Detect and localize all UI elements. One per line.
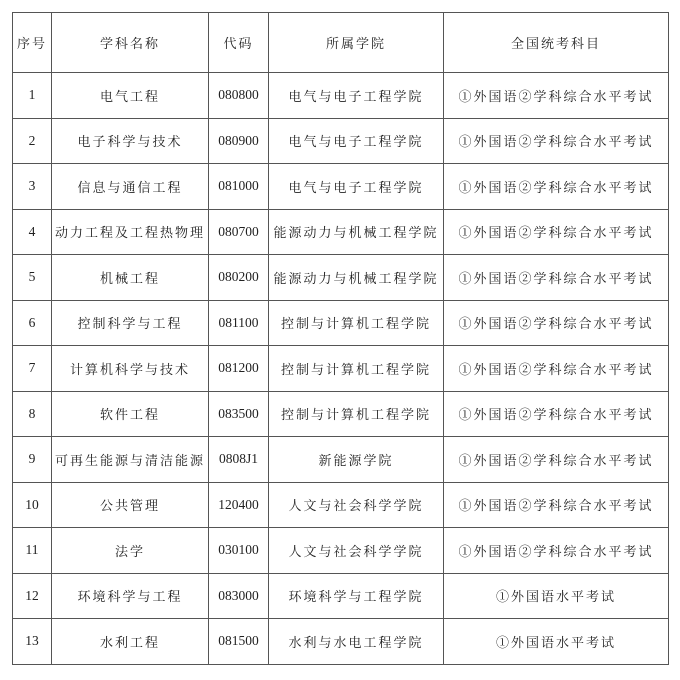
table-row xyxy=(13,346,669,392)
header-subject-name: 学科名称 xyxy=(52,13,209,73)
college-name: 电气与电子工程学院 xyxy=(269,73,444,119)
table-row xyxy=(13,528,669,574)
table-row xyxy=(13,573,669,619)
table-row xyxy=(13,209,669,255)
row-number: 3 xyxy=(13,164,52,210)
row-number: 2 xyxy=(13,118,52,164)
table-row xyxy=(13,164,669,210)
subject-code: 081000 xyxy=(209,164,269,210)
exam-subjects: ①外国语水平考试 xyxy=(444,573,669,619)
row-number: 10 xyxy=(13,482,52,528)
college-name: 新能源学院 xyxy=(269,437,444,483)
exam-subjects: ①外国语②学科综合水平考试 xyxy=(444,164,669,210)
subject-code: 120400 xyxy=(209,482,269,528)
row-number: 13 xyxy=(13,619,52,665)
row-number: 4 xyxy=(13,209,52,255)
college-name: 能源动力与机械工程学院 xyxy=(269,209,444,255)
subject-code: 030100 xyxy=(209,528,269,574)
header-college: 所属学院 xyxy=(269,13,444,73)
header-no: 序号 xyxy=(13,13,52,73)
exam-subjects: ①外国语②学科综合水平考试 xyxy=(444,346,669,392)
row-number: 7 xyxy=(13,346,52,392)
exam-subjects: ①外国语②学科综合水平考试 xyxy=(444,391,669,437)
table-row xyxy=(13,619,669,665)
college-name: 人文与社会科学学院 xyxy=(269,482,444,528)
exam-subjects: ①外国语②学科综合水平考试 xyxy=(444,528,669,574)
college-name: 电气与电子工程学院 xyxy=(269,164,444,210)
subject-name: 公共管理 xyxy=(52,482,209,528)
row-number: 9 xyxy=(13,437,52,483)
college-name: 人文与社会科学学院 xyxy=(269,528,444,574)
row-number: 1 xyxy=(13,73,52,119)
subject-name: 法学 xyxy=(52,528,209,574)
row-number: 8 xyxy=(13,391,52,437)
exam-subjects: ①外国语②学科综合水平考试 xyxy=(444,437,669,483)
college-name: 控制与计算机工程学院 xyxy=(269,346,444,392)
subject-name: 电气工程 xyxy=(52,73,209,119)
subject-code: 081100 xyxy=(209,300,269,346)
exam-subjects: ①外国语水平考试 xyxy=(444,619,669,665)
subject-code: 083000 xyxy=(209,573,269,619)
exam-subjects: ①外国语②学科综合水平考试 xyxy=(444,73,669,119)
exam-subjects: ①外国语②学科综合水平考试 xyxy=(444,482,669,528)
table-row xyxy=(13,482,669,528)
subject-name: 电子科学与技术 xyxy=(52,118,209,164)
subject-code: 083500 xyxy=(209,391,269,437)
college-name: 电气与电子工程学院 xyxy=(269,118,444,164)
college-name: 水利与水电工程学院 xyxy=(269,619,444,665)
table-row xyxy=(13,255,669,301)
subject-code: 0808J1 xyxy=(209,437,269,483)
table-row xyxy=(13,118,669,164)
subject-name: 信息与通信工程 xyxy=(52,164,209,210)
college-name: 控制与计算机工程学院 xyxy=(269,300,444,346)
exam-subjects: ①外国语②学科综合水平考试 xyxy=(444,255,669,301)
header-row xyxy=(13,13,669,73)
subject-code: 081200 xyxy=(209,346,269,392)
subject-code: 080800 xyxy=(209,73,269,119)
subject-code: 080200 xyxy=(209,255,269,301)
header-exam-subjects: 全国统考科目 xyxy=(444,13,669,73)
subject-name: 水利工程 xyxy=(52,619,209,665)
subject-name: 可再生能源与清洁能源 xyxy=(52,437,209,483)
table-row xyxy=(13,391,669,437)
subject-name: 软件工程 xyxy=(52,391,209,437)
row-number: 5 xyxy=(13,255,52,301)
subject-code: 080900 xyxy=(209,118,269,164)
college-name: 能源动力与机械工程学院 xyxy=(269,255,444,301)
subject-name: 控制科学与工程 xyxy=(52,300,209,346)
table-row xyxy=(13,300,669,346)
row-number: 6 xyxy=(13,300,52,346)
exam-subjects: ①外国语②学科综合水平考试 xyxy=(444,118,669,164)
table-row xyxy=(13,73,669,119)
subject-name: 机械工程 xyxy=(52,255,209,301)
exam-subjects: ①外国语②学科综合水平考试 xyxy=(444,300,669,346)
header-code: 代码 xyxy=(209,13,269,73)
subject-name: 计算机科学与技术 xyxy=(52,346,209,392)
row-number: 11 xyxy=(13,528,52,574)
subject-code: 081500 xyxy=(209,619,269,665)
college-name: 环境科学与工程学院 xyxy=(269,573,444,619)
college-name: 控制与计算机工程学院 xyxy=(269,391,444,437)
subject-name: 动力工程及工程热物理 xyxy=(52,209,209,255)
subject-code: 080700 xyxy=(209,209,269,255)
exam-subjects: ①外国语②学科综合水平考试 xyxy=(444,209,669,255)
row-number: 12 xyxy=(13,573,52,619)
table-row xyxy=(13,437,669,483)
subject-name: 环境科学与工程 xyxy=(52,573,209,619)
subjects-table xyxy=(12,12,669,665)
